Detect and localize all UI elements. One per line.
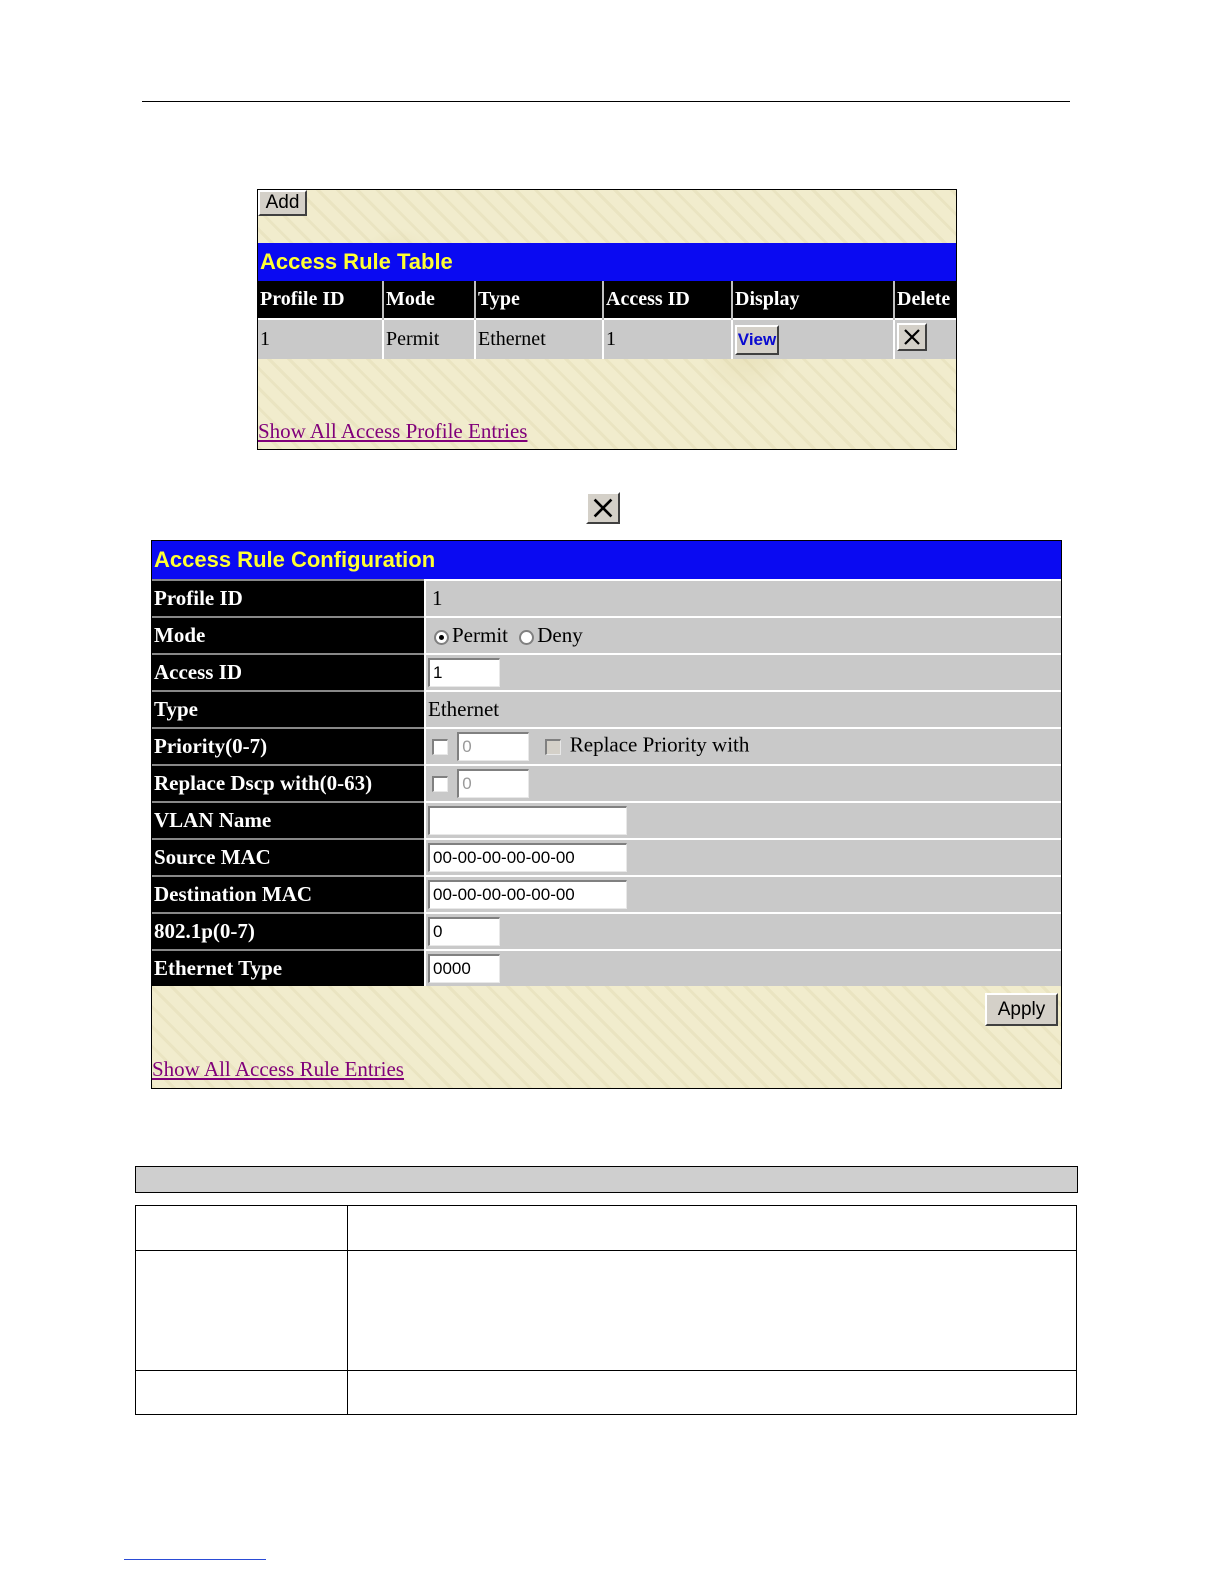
apply-button[interactable]: Apply — [985, 993, 1058, 1026]
show-all-access-rule-entries-link[interactable]: Show All Access Rule Entries — [152, 1057, 404, 1081]
row-profile-id — [152, 580, 1061, 617]
access-rule-config-form — [152, 579, 1061, 986]
access-rule-table-panel — [257, 189, 957, 450]
row-dot1p — [152, 913, 1061, 950]
label-source-mac: Source MAC — [152, 839, 425, 876]
replace-priority-checkbox[interactable] — [545, 739, 561, 755]
label-access-id: Access ID — [152, 654, 425, 691]
value-type: Ethernet — [425, 691, 1061, 728]
cell-profile-id: 1 — [258, 319, 383, 359]
destination-mac-input[interactable]: 00-00-00-00-00-00 — [428, 880, 627, 909]
close-icon — [591, 496, 615, 520]
value-ethernet-type — [425, 950, 1061, 986]
col-display: Display — [732, 281, 894, 319]
replace-dscp-input[interactable]: 0 — [457, 769, 529, 798]
value-destination-mac — [425, 876, 1061, 913]
mode-deny-radio[interactable] — [519, 630, 534, 645]
priority-input[interactable]: 0 — [457, 732, 529, 761]
access-rule-table-title: Access Rule Table — [258, 243, 956, 281]
label-type: Type — [152, 691, 425, 728]
value-mode — [425, 617, 1061, 654]
label-mode: Mode — [152, 617, 425, 654]
value-vlan-name — [425, 802, 1061, 839]
label-profile-id: Profile ID — [152, 580, 425, 617]
cell-delete — [894, 319, 956, 359]
row-ethernet-type — [152, 950, 1061, 986]
profile-id-value: 1 — [432, 586, 443, 610]
row-mode — [152, 617, 1061, 654]
ethernet-type-input[interactable]: 0000 — [428, 954, 500, 983]
delete-button[interactable] — [897, 323, 927, 351]
close-icon — [902, 327, 922, 347]
label-priority: Priority(0-7) — [152, 728, 425, 765]
cell-type: Ethernet — [475, 319, 603, 359]
table-row — [136, 1371, 1077, 1415]
cell-mode: Permit — [383, 319, 475, 359]
table-row — [136, 1251, 1077, 1371]
row-destination-mac — [152, 876, 1061, 913]
col-type: Type — [475, 281, 603, 319]
view-button[interactable]: View — [735, 325, 779, 355]
replace-priority-label: Replace Priority with — [569, 732, 750, 757]
row-replace-dscp — [152, 765, 1061, 802]
label-dot1p: 802.1p(0-7) — [152, 913, 425, 950]
description-table-header — [135, 1166, 1078, 1193]
cell-access-id: 1 — [603, 319, 732, 359]
table-row — [258, 319, 956, 359]
label-replace-dscp: Replace Dscp with(0-63) — [152, 765, 425, 802]
footer-rule — [124, 1559, 266, 1560]
row-access-id — [152, 654, 1061, 691]
row-source-mac — [152, 839, 1061, 876]
value-priority — [425, 728, 1061, 765]
value-replace-dscp — [425, 765, 1061, 802]
cell-display — [732, 319, 894, 359]
access-id-input[interactable]: 1 — [428, 658, 500, 687]
value-source-mac — [425, 839, 1061, 876]
value-dot1p — [425, 913, 1061, 950]
mode-permit-radio[interactable] — [434, 630, 449, 645]
replace-dscp-checkbox[interactable] — [432, 776, 448, 792]
add-button[interactable]: Add — [258, 190, 307, 216]
table-row — [136, 1206, 1077, 1251]
label-destination-mac: Destination MAC — [152, 876, 425, 913]
dot1p-input[interactable]: 0 — [428, 917, 500, 946]
mode-deny-label: Deny — [537, 623, 583, 647]
description-table — [135, 1205, 1077, 1415]
col-mode: Mode — [383, 281, 475, 319]
access-rule-table — [258, 281, 956, 359]
row-vlan-name — [152, 802, 1061, 839]
col-profile-id: Profile ID — [258, 281, 383, 319]
row-priority — [152, 728, 1061, 765]
access-rule-configuration-panel — [151, 540, 1062, 1089]
vlan-name-input[interactable] — [428, 806, 627, 835]
col-delete: Delete — [894, 281, 956, 319]
access-rule-configuration-title: Access Rule Configuration — [152, 541, 1061, 579]
label-ethernet-type: Ethernet Type — [152, 950, 425, 986]
source-mac-input[interactable]: 00-00-00-00-00-00 — [428, 843, 627, 872]
priority-checkbox[interactable] — [432, 739, 448, 755]
label-vlan-name: VLAN Name — [152, 802, 425, 839]
mode-permit-label: Permit — [452, 623, 508, 647]
header-rule — [142, 101, 1070, 102]
col-access-id: Access ID — [603, 281, 732, 319]
row-type — [152, 691, 1061, 728]
show-all-access-profile-entries-link[interactable]: Show All Access Profile Entries — [258, 419, 528, 443]
delete-icon-illustration — [586, 492, 620, 524]
value-profile-id — [425, 580, 1061, 617]
value-access-id — [425, 654, 1061, 691]
